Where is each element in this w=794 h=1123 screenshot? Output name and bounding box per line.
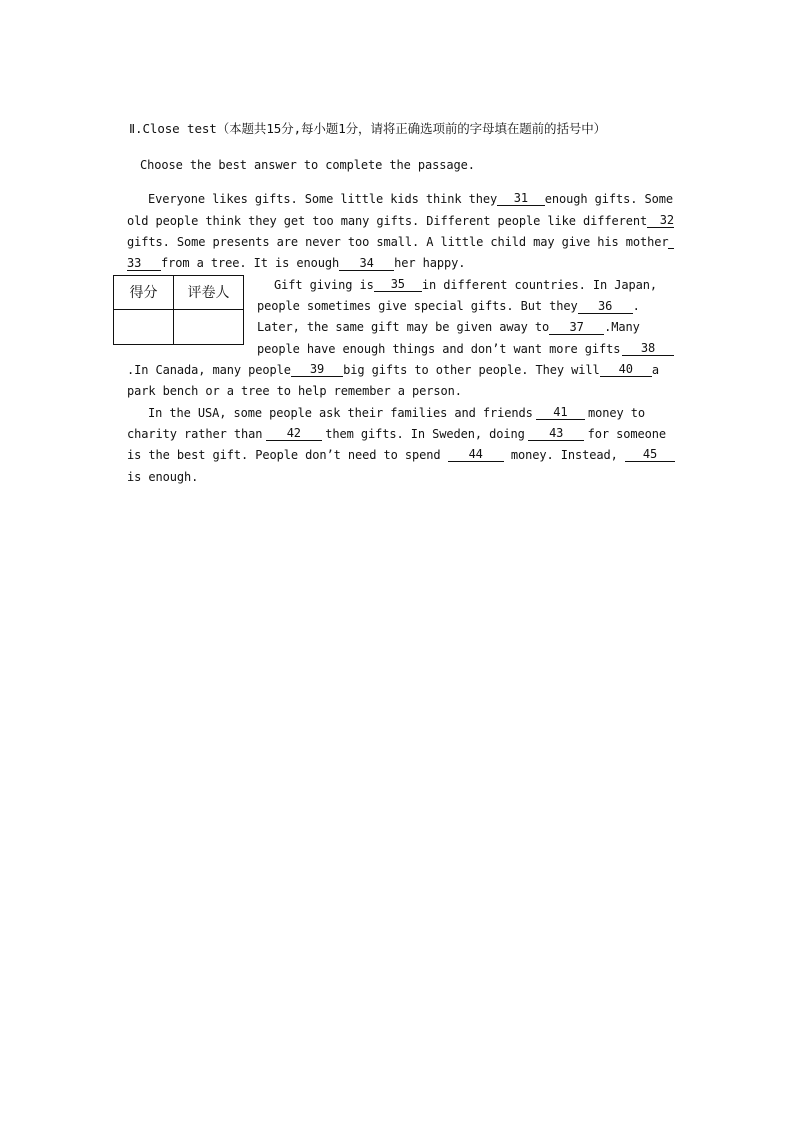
score-cell	[114, 310, 174, 344]
passage-line-5	[274, 278, 657, 292]
instruction: Choose the best answer to complete the passage.	[140, 158, 475, 172]
grader-cell	[174, 310, 243, 344]
passage-text: gifts. Some presents are never too small. A little child may give his mother	[127, 235, 669, 249]
passage-line-10: park bench or a tree to help remember a person.	[127, 384, 462, 398]
passage-text: from a tree. It is enough	[161, 256, 340, 270]
passage-text: money to	[587, 406, 645, 420]
passage-text: a	[651, 363, 659, 377]
section-title: Ⅱ.Close test（本题共15分,每小题1分，请将正确选项前的字母填在题前的括号中）	[129, 121, 607, 136]
grader-label: 评卷人	[174, 276, 243, 310]
passage-text: .Many	[604, 320, 640, 334]
passage-text: charity rather than	[127, 427, 263, 441]
passage-text: Everyone likes gifts. Some little kids think they	[148, 192, 498, 206]
blank-31[interactable]: 31	[497, 192, 545, 206]
passage-text: .	[632, 299, 640, 313]
score-label: 得分	[114, 276, 174, 310]
passage-line-2	[127, 214, 674, 228]
passage-line-12	[127, 427, 666, 441]
passage-text: her happy.	[394, 256, 466, 270]
passage-line-4	[127, 256, 465, 271]
passage-line-11	[148, 406, 645, 420]
passage-text: big gifts to other people. They will	[343, 363, 600, 377]
passage-line-7	[257, 320, 640, 335]
blank-34[interactable]: 34	[339, 257, 394, 271]
blank-43[interactable]: 43	[528, 427, 584, 441]
passage-line-9	[127, 363, 659, 377]
blank-41[interactable]: 41	[536, 406, 585, 420]
blank-42[interactable]: 42	[266, 427, 322, 441]
passage-line-3	[127, 235, 674, 249]
passage-line-8	[257, 342, 674, 356]
passage-text: Gift giving is	[274, 278, 374, 292]
blank-39[interactable]: 39	[291, 363, 343, 377]
passage-text: in different countries. In Japan,	[421, 278, 657, 292]
blank-37[interactable]: 37	[549, 321, 604, 335]
blank-36[interactable]: 36	[578, 300, 633, 314]
passage-text: .In Canada, many people	[127, 363, 291, 377]
blank-33[interactable]: 33	[127, 257, 161, 271]
passage-text: people have enough things and don’t want more gifts	[257, 342, 621, 356]
passage-text: them gifts. In Sweden, doing	[325, 427, 525, 441]
passage-line-6	[257, 299, 640, 314]
blank-44[interactable]: 44	[448, 448, 504, 462]
passage-text: enough gifts. Some	[544, 192, 673, 206]
passage-text: In the USA, some people ask their families and friends	[148, 406, 533, 420]
passage-line-13	[127, 448, 675, 462]
blank-35[interactable]: 35	[374, 278, 422, 292]
blank-33-start[interactable]	[668, 235, 674, 249]
blank-40[interactable]: 40	[600, 363, 652, 377]
passage-text: people sometimes give special gifts. But they	[257, 299, 578, 313]
passage-text: for someone	[587, 427, 666, 441]
passage-line-1	[148, 192, 673, 206]
blank-45[interactable]: 45	[625, 448, 675, 462]
score-table	[113, 275, 244, 345]
passage-text: Later, the same gift may be given away to	[257, 320, 550, 334]
blank-32[interactable]: 32	[647, 214, 674, 228]
passage-text: money. Instead,	[510, 448, 618, 462]
blank-38[interactable]: 38	[622, 342, 674, 356]
passage-line-14: is enough.	[127, 470, 199, 484]
passage-text: is the best gift. People don’t need to spend	[127, 448, 441, 462]
passage-text: old people think they get too many gifts. Different people like different	[127, 214, 648, 228]
